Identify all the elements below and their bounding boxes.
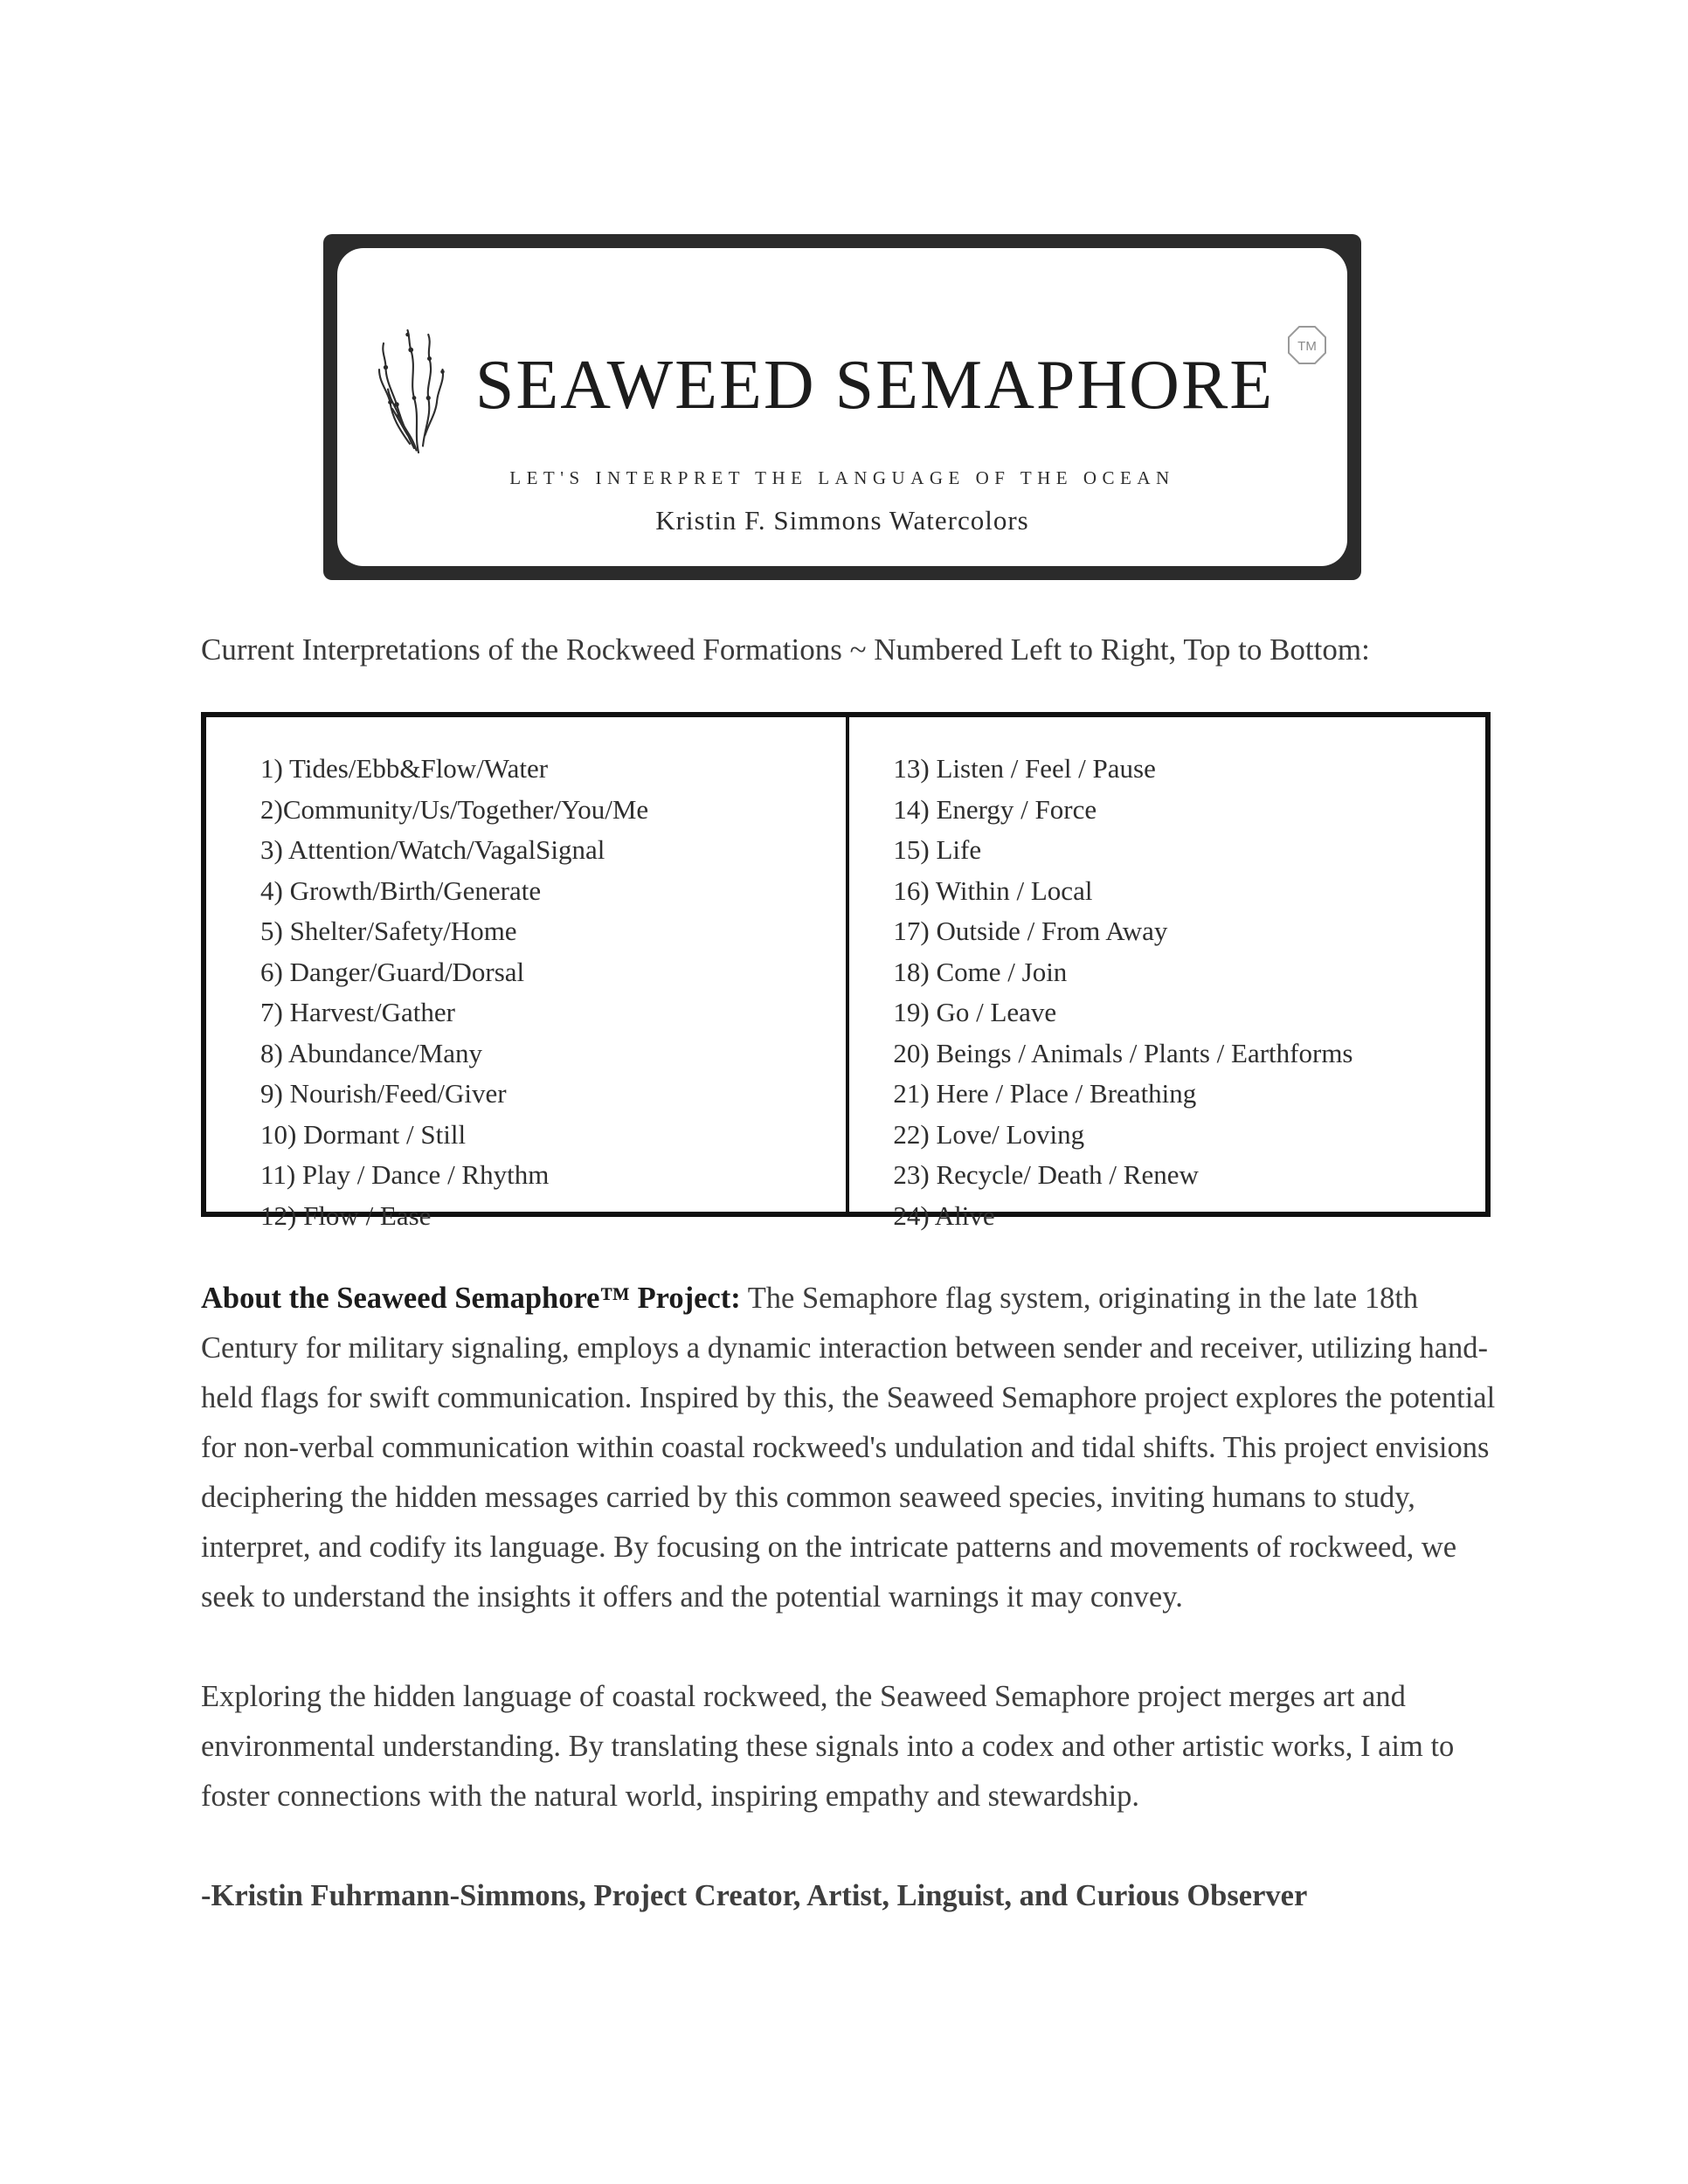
about-paragraph: [201, 1274, 1498, 1622]
logo-plaque: [323, 234, 1361, 580]
table-row: 11) Play / Dance / Rhythm: [260, 1159, 550, 1190]
table-row: 24) Alive: [893, 1199, 995, 1231]
closing-paragraph: Exploring the hidden language of coastal rockweed, the Seaweed Semaphore project merges art and environmental understanding. By translating these signals into a codex and other artistic works, I aim to foster connections with the natural world, inspiring empathy and stewardship.: [201, 1680, 1455, 1813]
table-row: 19) Go / Leave: [893, 997, 1057, 1027]
table-row: 22) Love/ Loving: [893, 1118, 1085, 1150]
table-row: 15) Life: [893, 834, 982, 865]
table-row: 14) Energy / Force: [893, 793, 1097, 825]
table-row: 6) Danger/Guard/Dorsal: [260, 956, 525, 987]
table-row: 21) Here / Place / Breathing: [893, 1078, 1197, 1109]
table-row: 17) Outside / From Away: [893, 916, 1168, 946]
table-row: 13) Listen / Feel / Pause: [893, 753, 1156, 784]
table-row: 2)Community/Us/Together/You/Me: [260, 793, 649, 825]
signature-line: -Kristin Fuhrmann-Simmons, Project Creator, Artist, Linguist, and Curious Observer: [201, 1879, 1308, 1912]
table-row: 18) Come / Join: [893, 956, 1068, 987]
table-column-left: [206, 717, 849, 1231]
table-row: 7) Harvest/Gather: [260, 997, 455, 1027]
page-title: Current Interpretations of the Rockweed Formations ~ Numbered Left to Right, Top to Bottom:: [201, 632, 1370, 667]
table-row: 12) Flow / Ease: [260, 1199, 432, 1231]
brand-wordmark: SEAWEED SEMAPHORE: [474, 347, 1275, 424]
interpretations-table: [201, 712, 1491, 1231]
logo-tagline: LET'S INTERPRET THE LANGUAGE OF THE OCEAN: [509, 467, 1175, 488]
body-copy: [201, 1274, 1498, 1921]
table-row: 20) Beings / Animals / Plants / Earthforms: [893, 1037, 1353, 1068]
logo-inner-card: [337, 248, 1347, 566]
table-row: 16) Within / Local: [893, 874, 1093, 906]
table-row: 4) Growth/Birth/Generate: [260, 874, 542, 906]
table-row: 8) Abundance/Many: [260, 1037, 482, 1068]
trademark-badge-icon: [1286, 324, 1328, 366]
trademark-text: TM: [1297, 339, 1317, 354]
table-column-right: [849, 717, 1485, 1231]
logo-title-row: [356, 326, 1328, 445]
table-row: 9) Nourish/Feed/Giver: [260, 1078, 507, 1109]
logo-subtitle: Kristin F. Simmons Watercolors: [655, 505, 1029, 536]
about-lead-in: About the Seaweed Semaphore™ Project:: [201, 1282, 741, 1315]
table-row: 10) Dormant / Still: [260, 1118, 467, 1150]
about-body-text: The Semaphore flag system, originating in the late 18th Century for military signaling, employs a dynamic interaction between sender and receiver, utilizing hand-held flags for swift communication. Inspired by this, the Seaweed Semaphore project explores the potential for non-verbal communication within coastal rockweed's undulation and tidal shifts. This project envisions deciphering the hidden messages carried by this common seaweed species, inviting humans to study, interpret, and codify its language. By focusing on the intricate patterns and movements of rockweed, we seek to understand the insights it offers and the potential warnings it may convey.: [201, 1282, 1496, 1614]
table-row: 3) Attention/Watch/VagalSignal: [260, 834, 605, 865]
seaweed-icon: [356, 326, 472, 457]
table-row: 23) Recycle/ Death / Renew: [893, 1159, 1199, 1190]
table-row: 5) Shelter/Safety/Home: [260, 916, 517, 946]
table-row: 1) Tides/Ebb&Flow/Water: [260, 753, 549, 784]
